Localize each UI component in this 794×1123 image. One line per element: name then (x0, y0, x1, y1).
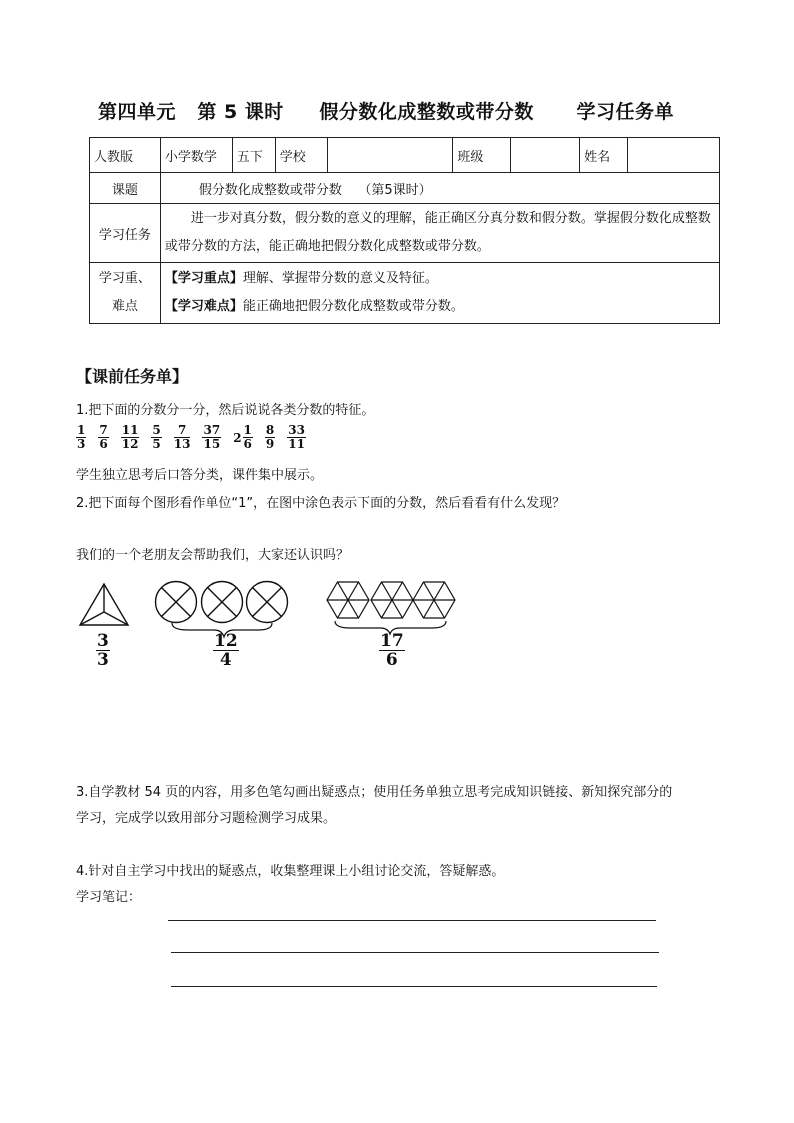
mixed-fraction: 2 $\frac{1}{6}$ (233, 423, 252, 451)
subject-cell: 小学数学 (160, 138, 232, 173)
task-text: 进一步对真分数，假分数的意义的理解，能正确区分真分数和假分数。掌握假分数化成整数或带分数的方法，能正确地把假分数化成整数或带分数。 (160, 204, 719, 263)
notes-label: 学习笔记： (76, 890, 142, 905)
fraction-2: $\frac{7}{6}$ (99, 423, 108, 451)
topic-value: 假分数化成整数或带分数 （第5课时） (160, 173, 719, 204)
q3-line2: 学习，完成学以致用部分习题检测学习成果。 (76, 811, 337, 826)
fraction-8: $\frac{8}{9}$ (265, 423, 275, 451)
grade-cell: 五下 (232, 138, 275, 173)
fraction-3: $\frac{11}{12}$ (121, 423, 139, 451)
topic-label: 课题 (90, 173, 161, 204)
key-label-line1: 学习重、 (98, 271, 151, 286)
section-heading: 【课前任务单】 (76, 367, 189, 386)
school-label: 学校 (275, 138, 327, 173)
difficulty-tag: 【学习难点】 (164, 299, 243, 314)
name-label: 姓名 (580, 138, 628, 173)
q1-note: 学生独立思考后口答分类，课件集中展示。 (76, 468, 324, 483)
fraction-1: $\frac{1}{3}$ (77, 423, 86, 451)
triangle-figure (80, 584, 128, 625)
note-line-1[interactable] (168, 920, 656, 921)
page-title: 第四单元 第 5 课时 假分数化成整数或带分数 学习任务单 (98, 101, 675, 123)
key-point-tag: 【学习重点】 (164, 271, 243, 286)
circle-figures (156, 582, 288, 623)
fraction-5: $\frac{7}{13}$ (173, 423, 191, 451)
key-point-text: 理解、掌握带分数的意义及特征。 (242, 271, 438, 286)
q3-line1: 3.自学教材 54 页的内容，用多色笔勾画出疑惑点；使用任务单独立思考完成知识链接、新知探究部分的 (76, 785, 673, 800)
note-line-2[interactable] (171, 952, 659, 953)
edition-cell: 人教版 (90, 138, 161, 173)
hexagon-figures (327, 582, 455, 618)
hexagon-fraction: 17 6 (380, 631, 404, 670)
q2-intro: 我们的一个老朋友会帮助我们，大家还认识吗？ (76, 548, 350, 563)
note-line-3[interactable] (171, 986, 657, 987)
q2-text: 2.把下面每个图形看作单位“1”，在图中涂色表示下面的分数，然后看看有什么发现？ (76, 496, 566, 511)
fraction-6: $\frac{37}{15}$ (203, 423, 221, 451)
circle-fraction: 12 4 (214, 631, 238, 670)
class-label: 班级 (453, 138, 511, 173)
fraction-4: $\frac{5}{5}$ (152, 423, 161, 451)
fraction-9: $\frac{33}{11}$ (288, 423, 305, 451)
task-label: 学习任务 (90, 204, 161, 263)
q4-text: 4.针对自主学习中找出的疑惑点，收集整理课上小组讨论交流，答疑解惑。 (76, 864, 505, 879)
key-label-line2: 难点 (111, 299, 138, 314)
difficulty-text: 能正确地把假分数化成整数或带分数。 (242, 299, 464, 314)
q1-text: 1.把下面的分数分一分，然后说说各类分数的特征。 (76, 403, 375, 418)
triangle-fraction: 3 3 (97, 631, 109, 670)
